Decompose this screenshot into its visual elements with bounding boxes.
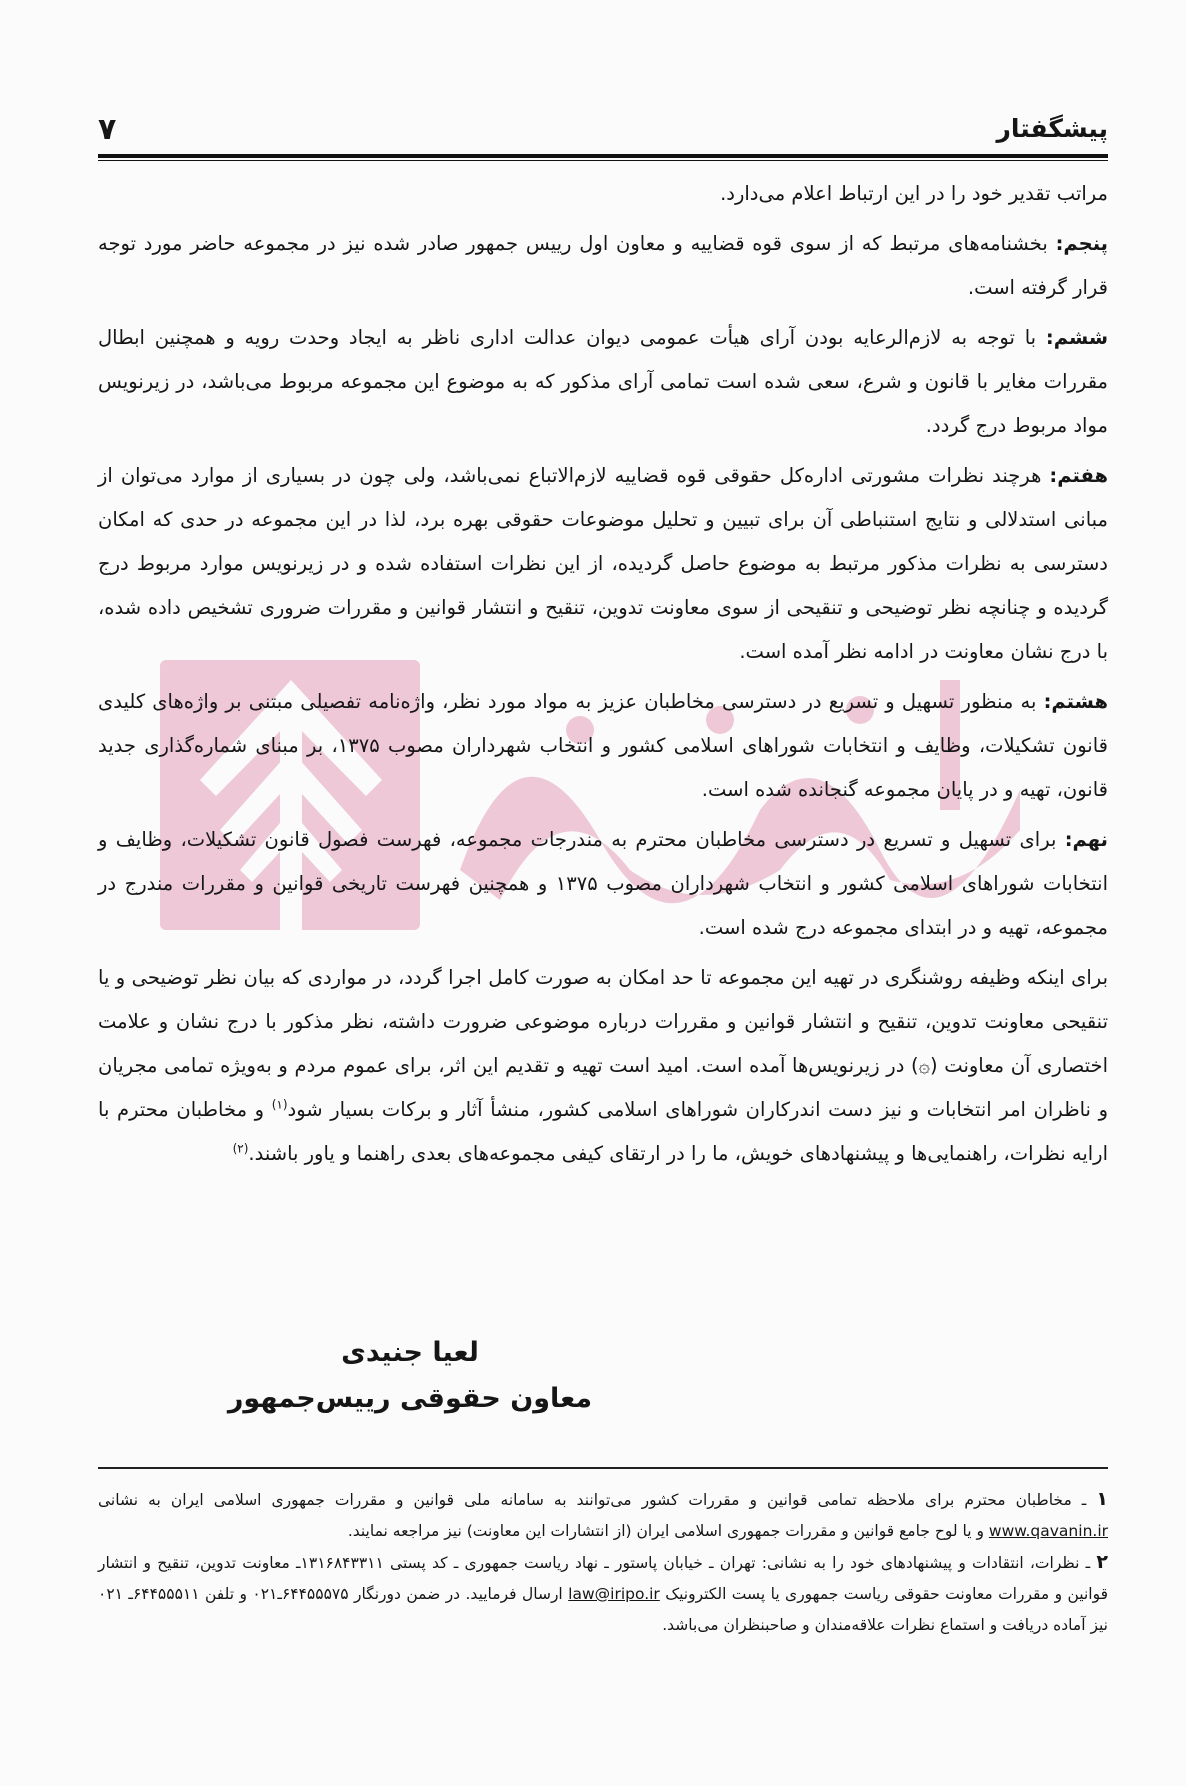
paragraph-intro <box>98 172 1108 216</box>
preface-body <box>98 172 1108 1182</box>
signatory-name: لعیا جنیدی <box>341 1337 479 1368</box>
website-link[interactable]: www.qavanin.ir <box>988 1522 1108 1540</box>
footnote-text: ـ مخاطبان محترم برای ملاحظه تمامی قوانین و مقررات کشور می‌توانند به سامانه ملی قوانین و مقررات جمهوری اسلامی ایران به نشانی <box>98 1491 1097 1509</box>
footnote-ref-1[interactable]: (۱) <box>271 1097 288 1112</box>
paragraph-fifth <box>98 222 1108 310</box>
footnote-text: ارسال فرمایید. در ضمن دورنگار ۶۴۴۵۵۵۷۵ـ۰۲۱ و تلفن ۶۴۴۵۵۵۱۱ـ ۰۲۱ نیز آماده دریافت و استماع نظرات علاقه‌مندان و صاحبنظران می‌باشد. <box>98 1585 1108 1634</box>
page-number: ۷ <box>98 112 117 147</box>
footnote-text: ـ نظرات، انتقادات و پیشنهادهای خود را به نشانی: تهران ـ خیابان پاستور ـ نهاد ریاست جمهوری ـ کد پستی ۱۳۱۶۸۴۳۳۱۱ـ معاونت تدوین، تنقیح و انتشار قوانین و مقررات معاونت حقوقی ریاست جمهوری یا پست الکترونیک <box>98 1554 1108 1603</box>
footnote-text: و یا لوح جامع قوانین و مقررات جمهوری اسلامی ایران (از انتشارات این معاونت) نیز مراجعه نمایند. <box>347 1522 989 1540</box>
paragraph-label: هشتم: <box>1043 690 1108 713</box>
paragraph-label: هفتم: <box>1049 464 1108 487</box>
footnote-number: ۱ <box>1096 1488 1108 1510</box>
paragraph-text: برای تسهیل و تسریع در دسترسی مخاطبان محترم به مندرجات مجموعه، فهرست فصول قانون تشکیلات، وظایف و انتخابات شوراهای اسلامی کشور و انتخاب شهرداران مصوب ۱۳۷۵ و همچنین فهرست تاریخی قوانین و مقررات مندرج در مجموعه، تهیه و در ابتدای مجموعه درج شده است. <box>98 828 1108 939</box>
footnotes <box>98 1484 1108 1641</box>
footnote-2 <box>98 1547 1108 1641</box>
footnote-number: ۲ <box>1096 1551 1108 1573</box>
signature-block <box>200 1330 620 1422</box>
paragraph-closing <box>98 956 1108 1176</box>
footnote-1 <box>98 1484 1108 1547</box>
closing-text-2: و مخاطبان محترم با ارایه نظرات، راهنمایی‌ها و پیشنهادهای خویش، ما را در ارتقای کیفی مجموعه‌های بعدی راهنما و یاور باشند. <box>98 1098 1108 1165</box>
paragraph-seventh <box>98 454 1108 674</box>
footnote-rule <box>98 1467 1108 1469</box>
email-link[interactable]: law@iripo.ir <box>568 1585 660 1603</box>
header-rule <box>98 154 1108 161</box>
paragraph-eighth <box>98 680 1108 812</box>
paragraph-text: به منظور تسهیل و تسریع در دسترسی مخاطبان عزیز به مواد مورد نظر، واژه‌نامه تفصیلی مبتنی بر واژه‌های کلیدی قانون تشکیلات، وظایف و انتخابات شوراهای اسلامی کشور و انتخاب شهرداران مصوب ۱۳۷۵، بر مبنای شماره‌گذاری جدید قانون، تهیه و در پایان مجموعه گنجانده شده است. <box>98 690 1108 801</box>
footnote-ref-2[interactable]: (۲) <box>232 1141 249 1156</box>
paragraph-ninth <box>98 818 1108 950</box>
paragraph-label: پنجم: <box>1055 232 1108 255</box>
paragraph-text: بخشنامه‌های مرتبط که از سوی قوه قضاییه و معاون اول رییس جمهور صادر شده نیز در مجموعه حاضر مورد توجه قرار گرفته است. <box>98 232 1108 299</box>
signatory-title: معاون حقوقی رییس‌جمهور <box>227 1383 593 1414</box>
running-title: پیشگفتار <box>996 114 1108 143</box>
paragraph-label: ششم: <box>1045 326 1108 349</box>
page-header <box>98 112 1108 154</box>
paragraph-text: با توجه به لازم‌الرعایه بودن آرای هیأت عمومی دیوان عدالت اداری ناظر به ایجاد وحدت رویه و همچنین ابطال مقررات مغایر با قانون و شرع، سعی شده است تمامی آرای مذکور که به موضوع این مجموعه مربوط می‌باشد، در زیرنویس مواد مربوط درج گردد. <box>98 326 1108 437</box>
closing-text-1: برای اینکه وظیفه روشنگری در تهیه این مجموعه تا حد امکان به صورت کامل اجرا گردد، در مواردی که بیان نظر توضیحی و یا تنقیحی معاونت تدوین، تنقیح و انتشار قوانین و مقررات درباره موضوعی ضرورت داشته، نظر مذکور با درج نشان و علامت اختصاری آن معاونت (۞) در زیرنویس‌ها آمده است. امید است تهیه و تقدیم این اثر، برای عموم مردم و به‌ویژه تمامی مجریان و ناظران امر انتخابات و نیز دست اندرکاران شوراهای اسلامی کشور، منشأ آثار و برکات بسیار شود <box>98 966 1109 1121</box>
paragraph-text: هرچند نظرات مشورتی اداره‌کل حقوقی قوه قضاییه لازم‌الاتباع نمی‌باشد، ولی چون در بسیاری از موارد می‌توان از مبانی استدلالی و نتایج استنباطی آن برای تبیین و تحلیل موضوعات حقوقی بهره برد، لذا در این مجموعه در حدی که امکان دسترسی به نظرات مذکور مرتبط به موضوع حاصل گردیده، از این نظرات استفاده شده و در زیرنویس موارد مربوط درج گردیده و چنانچه نظر توضیحی و تنقیحی از سوی معاونت تدوین، تنقیح و انتشار قوانین و مقررات ضروری تشخیص داده شده، با درج نشان معاونت در ادامه نظر آمده است. <box>98 464 1108 663</box>
paragraph-label: نهم: <box>1064 828 1108 851</box>
paragraph-sixth <box>98 316 1108 448</box>
paragraph-text: مراتب تقدیر خود را در این ارتباط اعلام می‌دارد. <box>720 182 1108 205</box>
